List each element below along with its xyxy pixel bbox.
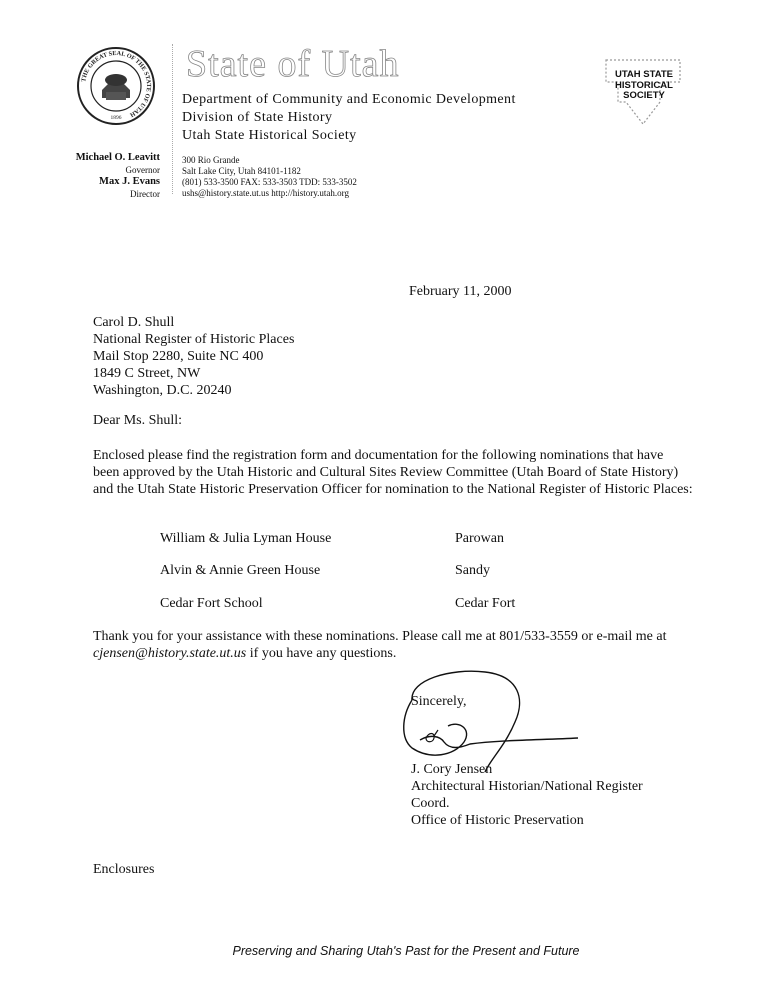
- logo-line: SOCIETY: [623, 90, 665, 101]
- historical-society-logo-text: [614, 70, 674, 102]
- nomination-name: Alvin & Annie Green House: [160, 563, 321, 578]
- address-phone: (801) 533-3500 FAX: 533-3503 TDD: 533-3502: [182, 177, 357, 187]
- director-name: Max J. Evans: [99, 176, 160, 187]
- division-line: Division of State History: [182, 110, 333, 125]
- nomination-row: [160, 562, 580, 579]
- address-street: 300 Rio Grande: [182, 155, 240, 165]
- logo-line: UTAH STATE: [614, 69, 674, 80]
- closing-paragraph: [93, 628, 693, 662]
- header-divider: [172, 44, 173, 194]
- nomination-place: Parowan: [455, 531, 504, 546]
- signer-name: J. Cory Jensen: [411, 762, 493, 777]
- paragraph-text: Thank you for your assistance with these nominations. Please call me at 801/533-3559 or e-mail me at: [93, 629, 667, 644]
- recipient-line: Mail Stop 2280, Suite NC 400: [93, 349, 264, 364]
- nomination-place: Sandy: [455, 563, 490, 578]
- nomination-place: Cedar Fort: [455, 596, 516, 611]
- state-seal-logo: [76, 46, 156, 126]
- logo-line: HISTORICAL: [615, 79, 673, 91]
- footer-motto: Preserving and Sharing Utah's Past for the Present and Future: [232, 944, 580, 958]
- nomination-row: [160, 530, 580, 547]
- address-city: Salt Lake City, Utah 84101-1182: [182, 166, 301, 176]
- nomination-name: Cedar Fort School: [160, 596, 263, 611]
- department-lines: [182, 91, 516, 145]
- recipient-line: National Register of Historic Places: [93, 332, 295, 347]
- society-line: Utah State Historical Society: [182, 128, 357, 143]
- governor-title: Governor: [125, 165, 160, 175]
- address-web: ushs@history.state.ut.us http://history.utah.org: [182, 188, 349, 198]
- seal-text: THE GREAT SEAL OF THE STATE OF UTAH: [80, 49, 153, 119]
- signer-office: Office of Historic Preservation: [411, 813, 584, 828]
- nomination-name: William & Julia Lyman House: [160, 531, 332, 546]
- paragraph-text: if you have any questions.: [246, 646, 397, 661]
- recipient-line: Washington, D.C. 20240: [93, 383, 232, 398]
- signature-block: [411, 761, 643, 829]
- recipient-line: Carol D. Shull: [93, 315, 175, 330]
- nomination-row: [160, 595, 580, 612]
- signer-title: Architectural Historian/National Register: [411, 779, 643, 794]
- seal-year: 1896: [110, 115, 122, 121]
- letter-date: February 11, 2000: [409, 284, 512, 299]
- email-address: cjensen@history.state.ut.us: [93, 646, 247, 661]
- closing: Sincerely,: [411, 694, 467, 709]
- address-block: [182, 155, 357, 199]
- body-paragraph: Enclosed please find the registration form and documentation for the following nominations that have been approved by the Utah Historic and Cultural Sites Review Committee (Utah Board of State History) and the Utah State Historic Preservation Officer for nomination to the National Register of Historic Places:: [93, 448, 693, 497]
- signer-title-cont: Coord.: [411, 796, 450, 811]
- department-line: Department of Community and Economic Development: [182, 92, 516, 107]
- director-title: Director: [130, 189, 160, 199]
- state-title: State of Utah: [186, 43, 400, 85]
- enclosures-note: Enclosures: [93, 862, 155, 877]
- governor-name: Michael O. Leavitt: [75, 152, 160, 163]
- salutation: Dear Ms. Shull:: [93, 413, 183, 428]
- recipient-address: [93, 314, 294, 399]
- recipient-line: 1849 C Street, NW: [93, 366, 201, 381]
- officials-block: [40, 152, 160, 200]
